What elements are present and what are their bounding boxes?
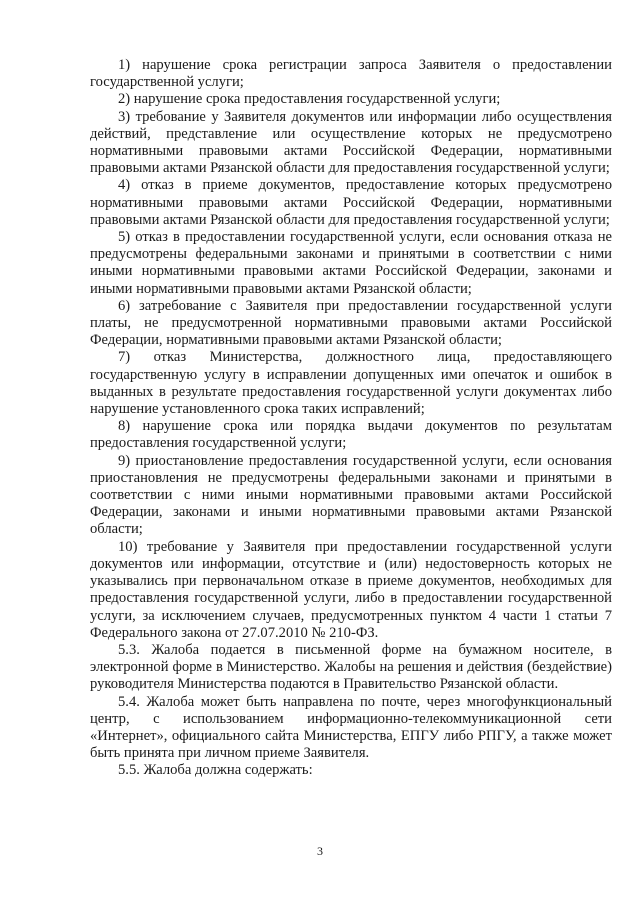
paragraph-section-5-4: 5.4. Жалоба может быть направлена по почте, через многофункциональный центр, с использованием информационно-телекоммуникационной сети «Интернет», официального сайта Министерства, ЕПГУ либо РПГУ, а также может быть принята при личном приеме Заявителя. [90,693,612,762]
paragraph-item-7: 7) отказ Министерства, должностного лица, предоставляющего государственную услугу в исправлении допущенных ими опечаток и ошибок в выданных в результате предоставления государственной услуги документах либо нарушение установленного срока таких исправлений; [90,349,612,418]
paragraph-item-2: 2) нарушение срока предоставления государственной услуги; [118,91,501,108]
paragraph-item-4: 4) отказ в приеме документов, предоставление которых предусмотрено нормативными правовыми актами Российской Федерации, нормативными правовыми актами Рязанской области для предоставления государственной услуги; [90,177,612,228]
paragraph-item-1: 1) нарушение срока регистрации запроса Заявителя о предоставлении государственной услуги; [90,57,612,91]
paragraph-item-3: 3) требование у Заявителя документов или информации либо осуществления действий, представление или осуществление которых не предусмотрено нормативными правовыми актами Российской Федерации, нормативными правовыми актами Рязанской области для предоставления государственной услуги; [90,108,612,177]
document-body [90,57,612,780]
paragraph-item-9: 9) приостановление предоставления государственной услуги, если основания приостановления не предусмотрены федеральными законами и принятыми в соответствии с ними иными нормативными правовыми актами Российской Федерации, законами и иными нормативными правовыми актами Рязанской области; [90,452,612,538]
paragraph-item-8: 8) нарушение срока или порядка выдачи документов по результатам предоставления государственной услуги; [90,418,612,452]
paragraph-item-5: 5) отказ в предоставлении государственной услуги, если основания отказа не предусмотрены федеральными законами и принятыми в соответствии с ними иными нормативными правовыми актами Российской Федерации, законами и иными нормативными правовыми актами Рязанской области; [90,229,612,297]
paragraph-item-10: 10) требование у Заявителя при предоставлении государственной услуги документов или информации, отсутствие и (или) недостоверность которых не указывались при первоначальном отказе в приеме документов, необходимых для предоставления государственной услуги, либо в предоставлении государственной услуги, за исключением случаев, предусмотренных пунктом 4 части 1 статьи 7 Федерального закона от 27.07.2010 № 210-ФЗ. [90,538,612,641]
page-number: 3 [317,844,323,858]
paragraph-item-6: 6) затребование с Заявителя при предоставлении государственной услуги платы, не предусмотренной нормативными правовыми актами Российской Федерации, нормативными правовыми актами Рязанской области; [90,297,612,349]
paragraph-section-5-5: 5.5. Жалоба должна содержать: [118,762,313,779]
paragraph-section-5-3: 5.3. Жалоба подается в письменной форме на бумажном носителе, в электронной форме в Министерство. Жалобы на решения и действия (бездействие) руководителя Министерства подаются в Правительство Рязанской области. [90,641,612,693]
